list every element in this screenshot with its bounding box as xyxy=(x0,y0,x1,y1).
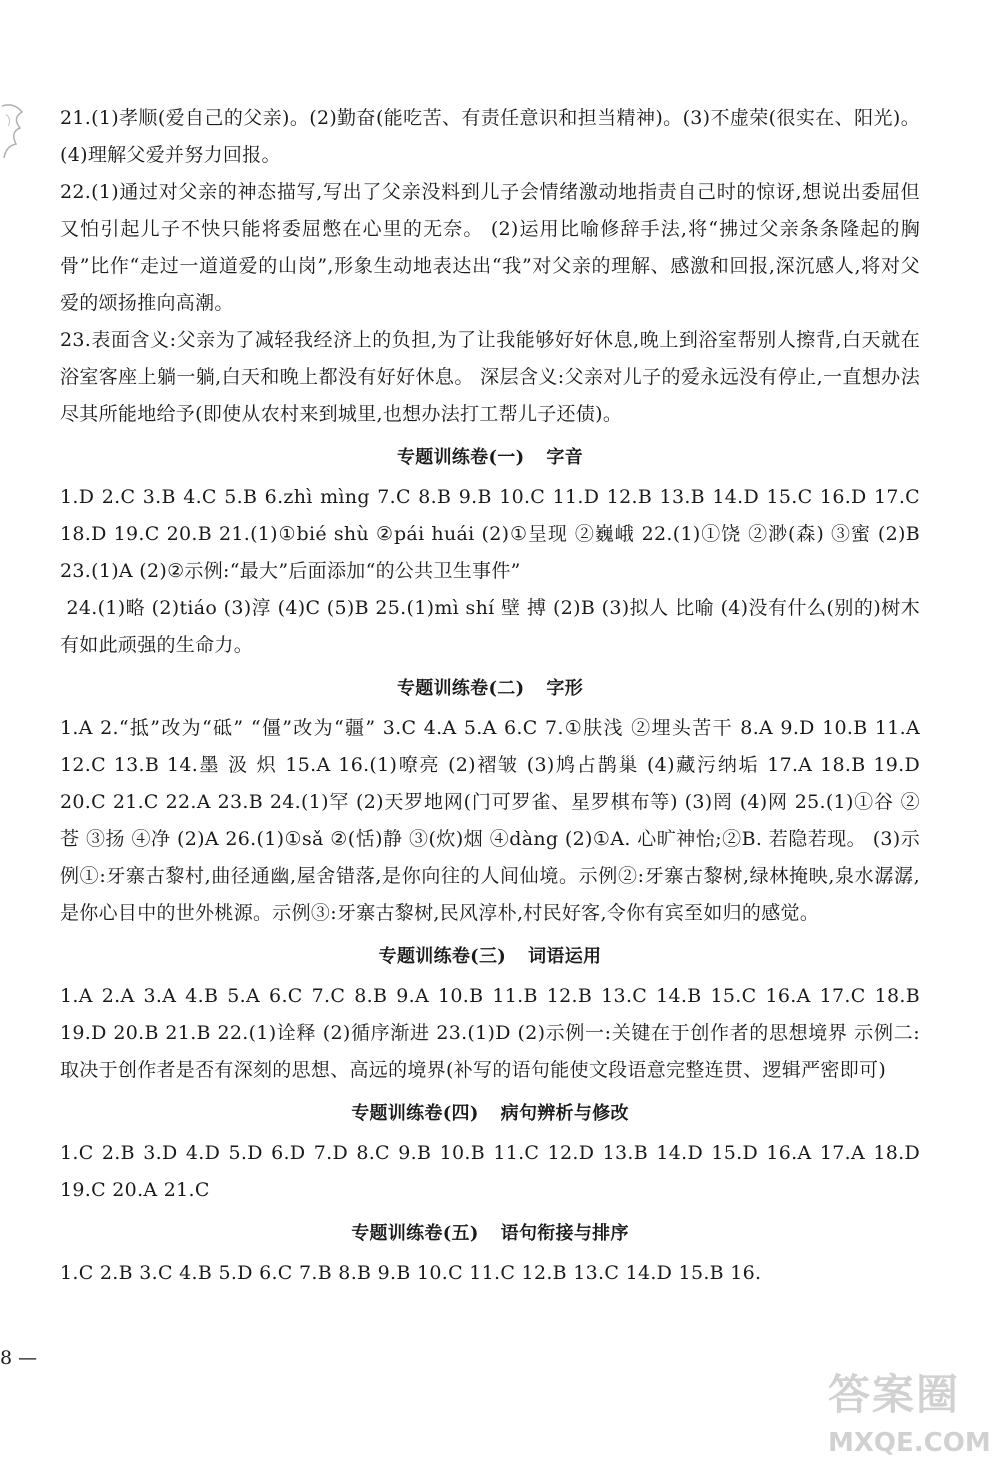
answer-paragraph: 24.(1)略 (2)tiáo (3)淳 (4)C (5)B 25.(1)mì shí 壁 搏 (2)B (3)拟人 比喻 (4)没有什么(别的)树木有如此顽强的生命力。 xyxy=(60,597,920,656)
watermark-title: 答案圈 xyxy=(828,1370,961,1419)
answer-paragraph: 1.A 2.A 3.A 4.B 5.A 6.C 7.C 8.B 9.A 10.B 11.B 12.B 13.C 14.B 15.C 16.A 17.C 18.B 19.D 20.B 21.B 22.(1)诠释 (2)循序渐进 23.(1)D (2)示例一:关键在于创作者的思想境界 示例二:取决于创作者是否有深刻的思想、高远的境界(补写的语句能使文段语意完整连贯、逻辑严密即可) xyxy=(60,985,927,1081)
section-heading: 专题训练卷(三) 词语运用 xyxy=(378,946,602,967)
answer-paragraph: 1.C 2.B 3.D 4.D 5.D 6.D 7.D 8.C 9.B 10.B 11.C 12.D 13.B 14.D 15.D 16.A 17.A 18.D 19.C 20.A 21.C xyxy=(60,1142,927,1201)
answer-paragraph: 1.A 2.“抵”改为“砥” “僵”改为“疆” 3.C 4.A 5.A 6.C 7.①肤浅 ②埋头苦干 8.A 9.D 10.B 11.A 12.C 13.B 14.墨 汲 炽 15.A 16.(1)嘹亮 (2)褶皱 (3)鸠占鹊巢 (4)藏污纳垢 17.A 18.B 19.D 20.C 21.C 22.A 23.B 24.(1)罕 (2)天罗地网(门可罗雀、星罗棋布等) (3)罔 (4)网 25.(1)①谷 ②苍 ③扬 ④净 (2)A 26.(1)①sǎ ②(恬)静 ③(炊)烟 ④dàng (2)①A. 心旷神怡;②B. 若隐若现。 (3)示例①:牙寨古黎村,曲径通幽,屋舍错落,是你向往的人间仙境。示例②:牙寨古黎树,绿林掩映,泉水潺潺,是你心目中的世外桃源。示例③:牙寨古黎树,民风淳朴,村民好客,令你有宾至如归的感觉。 xyxy=(60,717,927,924)
watermark xyxy=(822,1362,992,1466)
section-heading: 专题训练卷(一) 字音 xyxy=(396,447,584,468)
page-number: 8 — xyxy=(0,1347,38,1369)
answer-paragraph: 21.(1)孝顺(爱自己的父亲)。(2)勤奋(能吃苦、有责任意识和担当精神)。(3)不虚荣(很实在、阳光)。(4)理解父爱并努力回报。 xyxy=(60,107,920,166)
watermark-url: MXQE.COM xyxy=(828,1428,991,1458)
answer-paragraph: 23.表面含义:父亲为了减轻我经济上的负担,为了让我能够好好休息,晚上到浴室帮别人擦背,白天就在浴室客座上躺一躺,白天和晚上都没有好好休息。 深层含义:父亲对儿子的爱永远没有停止,一直想办法尽其所能地给予(即使从农村来到城里,也想办法打工帮儿子还债)。 xyxy=(60,329,920,425)
answer-paragraph: 1.C 2.B 3.C 4.B 5.D 6.C 7.B 8.B 9.B 10.C 11.C 12.B 13.C 14.D 15.B 16. xyxy=(60,1262,762,1284)
answer-paragraph: 1.D 2.C 3.B 4.C 5.B 6.zhì mìng 7.C 8.B 9.B 10.C 11.D 12.B 13.B 14.D 15.C 16.D 17.C 18.D 19.C 20.B 21.(1)①bié shù ②pái huái (2)①呈现 ②巍峨 22.(1)①饶 ②渺(森) ③蜜 (2)B 23.(1)A (2)②示例:“最大”后面添加“的公共卫生事件” xyxy=(60,486,927,582)
corner-decoration-icon xyxy=(0,98,26,162)
answer-content xyxy=(60,100,927,1292)
answer-paragraph: 22.(1)通过对父亲的神态描写,写出了父亲没料到儿子会情绪激动地指责自己时的惊讶,想说出委屈但又怕引起儿子不快只能将委屈憋在心里的无奈。 (2)运用比喻修辞手法,将“拂过父亲条条隆起的胸骨”比作“走过一道道爱的山岗”,形象生动地表达出“我”对父亲的理解、感激和回报,深沉感人,将对父爱的颂扬推向高潮。 xyxy=(60,181,920,314)
section-heading: 专题训练卷(五) 语句衔接与排序 xyxy=(351,1223,629,1244)
section-heading: 专题训练卷(二) 字形 xyxy=(396,678,584,699)
section-heading: 专题训练卷(四) 病句辨析与修改 xyxy=(351,1103,629,1124)
